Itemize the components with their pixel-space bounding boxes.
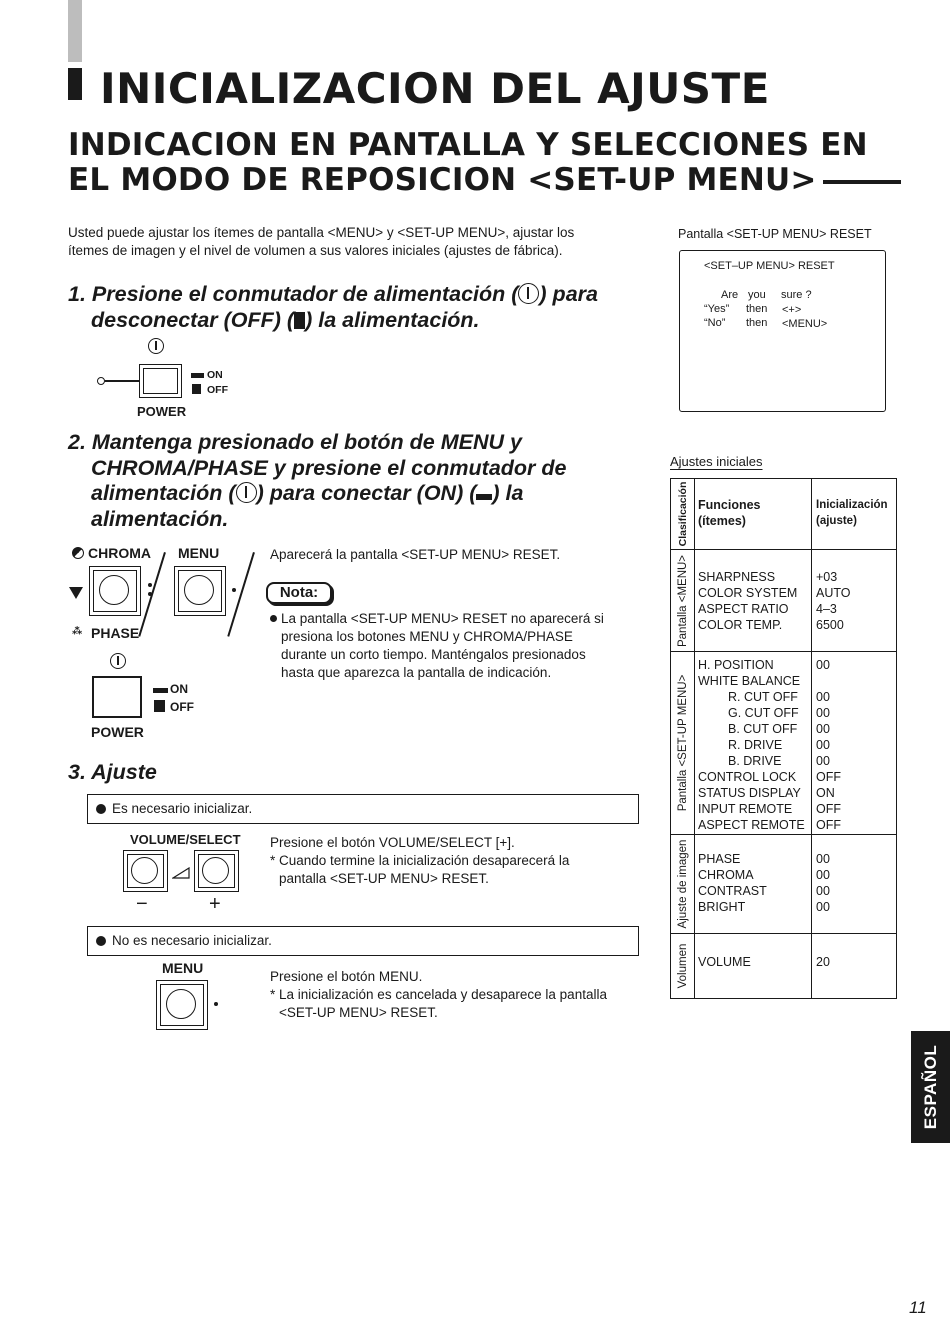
group-cls-label: Pantalla <SET-UP MENU>: [676, 674, 689, 812]
power-button[interactable]: [92, 676, 142, 718]
menu-label: MENU: [162, 960, 204, 976]
table-function-cell: STATUS DISPLAY: [698, 786, 801, 800]
instruction-line: * Cuando termine la inicialización desaparecerá la: [270, 853, 570, 868]
step-1-heading: [68, 282, 648, 333]
table-function-cell: H. POSITION: [698, 658, 774, 672]
menu-label: MENU: [178, 545, 220, 561]
intro-paragraph: [68, 224, 628, 260]
option-label: No es necesario inicializar.: [112, 933, 272, 948]
group-row: [671, 550, 897, 652]
step-1-text: desconectar (OFF) (: [91, 307, 295, 332]
instruction-line: pantalla <SET-UP MENU> RESET.: [279, 871, 489, 886]
step-1-text: 1. Presione el conmutador de alimentación (: [68, 282, 519, 306]
table-value-cell: 00: [816, 690, 830, 704]
table-function-cell: ASPECT RATIO: [698, 602, 789, 616]
table-value-cell: 00: [816, 658, 830, 672]
table-function-cell: BRIGHT: [698, 900, 746, 914]
table-value-cell: AUTO: [816, 586, 851, 600]
group-cls: [671, 550, 695, 652]
divider-slash: [227, 552, 254, 637]
option-label: Es necesario inicializar.: [112, 801, 253, 816]
indicator-dot: [232, 588, 236, 592]
step-2-heading: [68, 430, 628, 532]
step-2-text: ) la: [492, 481, 524, 505]
screen-text: you: [748, 289, 766, 301]
group-cls: [671, 652, 695, 835]
table-function-cell: COLOR TEMP.: [698, 618, 783, 632]
table-function-cell: COLOR SYSTEM: [698, 586, 798, 600]
header-val: [812, 479, 897, 550]
subtitle-rule: [823, 180, 901, 184]
menu-button[interactable]: [174, 566, 226, 616]
table-value-cell: OFF: [816, 770, 841, 784]
group-fn: [695, 934, 812, 999]
header-tab-bar: [68, 0, 82, 62]
table-value-cell: 00: [816, 738, 830, 752]
table-value-cell: 6500: [816, 618, 844, 632]
group-val: [812, 835, 897, 934]
indicator-dot: [214, 1002, 218, 1006]
instruction-line: Presione el botón MENU.: [270, 969, 423, 984]
minus-label: −: [136, 893, 148, 915]
bullet-icon: [96, 936, 106, 946]
screen-text: sure ?: [781, 289, 812, 301]
table-function-cell: B. CUT OFF: [728, 722, 798, 736]
on-position-icon: [153, 688, 168, 693]
screen-title: <SET–UP MENU> RESET: [704, 260, 835, 272]
page-number: 11: [909, 1298, 927, 1317]
volume-select-label: VOLUME/SELECT: [130, 832, 241, 847]
divider-slash: [138, 552, 165, 637]
header-val-label: (ajuste): [816, 515, 857, 527]
screen-text: Are: [721, 289, 739, 301]
group-cls-label: Ajuste de imagen: [676, 839, 689, 929]
bullet-icon: [270, 615, 277, 622]
option-box-no-initialize: [87, 926, 639, 956]
off-label: OFF: [170, 700, 194, 714]
power-symbol-icon: [148, 338, 164, 354]
off-position-icon: [154, 700, 165, 712]
nota-line: La pantalla <SET-UP MENU> RESET no aparecerá si: [281, 611, 604, 626]
group-row: [671, 652, 897, 835]
bullet-icon: [96, 804, 106, 814]
table-function-cell: G. CUT OFF: [728, 706, 799, 720]
table-value-cell: +03: [816, 570, 838, 584]
appear-text: Aparecerá la pantalla <SET-UP MENU> RESET.: [270, 547, 561, 562]
nota-line: hasta que aparezca la pantalla de indicación.: [281, 665, 552, 680]
phase-icon: ⁂: [72, 626, 83, 637]
cancel-instructions: [270, 968, 640, 1022]
power-label: POWER: [137, 404, 187, 419]
on-label: ON: [207, 369, 223, 381]
table-value-cell: 00: [816, 754, 830, 768]
language-tab-label: ESPAÑOL: [920, 1044, 940, 1130]
table-function-cell: R. CUT OFF: [728, 690, 798, 704]
section-subtitle: [68, 128, 908, 198]
chroma-phase-button[interactable]: [89, 566, 141, 616]
screen-yes: “Yes”: [704, 303, 730, 315]
initial-settings-table: [670, 478, 897, 999]
table-value-cell: 00: [816, 722, 830, 736]
power-button[interactable]: [139, 364, 182, 398]
table-value-cell: 00: [816, 868, 830, 882]
group-fn: [695, 652, 812, 835]
header-fn: [695, 479, 812, 550]
intro-line: Usted puede ajustar los ítemes de pantalla <MENU> y <SET-UP MENU>, ajustar los: [68, 225, 575, 240]
instruction-line: Presione el botón VOLUME/SELECT [+].: [270, 835, 515, 850]
instruction-line: <SET-UP MENU> RESET.: [279, 1005, 438, 1020]
on-position-icon: [191, 373, 204, 378]
phase-label: PHASE: [91, 625, 140, 641]
off-position-icon: [192, 384, 201, 394]
down-triangle-icon: [69, 587, 83, 599]
power-symbol-icon: [518, 283, 539, 304]
chroma-icon: [72, 547, 84, 559]
nota-line: presiona los botones MENU y CHROMA/PHASE: [281, 629, 573, 644]
power-symbol-icon: [110, 653, 126, 669]
step-2-text: alimentación (: [91, 481, 236, 505]
screen-caption: Pantalla <SET-UP MENU> RESET: [678, 227, 872, 241]
table-value-cell: OFF: [816, 802, 841, 816]
header-fn-label: Funciones: [698, 498, 761, 512]
step-2-text: alimentación.: [91, 506, 229, 531]
power-symbol-icon: [236, 482, 257, 503]
table-function-cell: ASPECT REMOTE: [698, 818, 805, 832]
table-function-cell: CONTROL LOCK: [698, 770, 797, 784]
table-value-cell: 00: [816, 852, 830, 866]
volume-minus-button[interactable]: [123, 850, 168, 892]
table-function-cell: SHARPNESS: [698, 570, 776, 584]
group-val: [812, 934, 897, 999]
group-cls-label: Pantalla <MENU>: [676, 554, 689, 647]
group-row: [671, 934, 897, 999]
on-position-icon: [476, 494, 492, 500]
table-value-cell: OFF: [816, 818, 841, 832]
header-val-label: Inicialización: [816, 499, 888, 511]
group-val: [812, 550, 897, 652]
menu-button[interactable]: [156, 980, 208, 1030]
option-box-initialize: [87, 794, 639, 824]
step-2-text: 2. Mantenga presionado el botón de MENU y: [68, 430, 522, 454]
volume-plus-button[interactable]: [194, 850, 239, 892]
page-title: INICIALIZACION DEL AJUSTE: [100, 64, 770, 113]
table-function-cell: R. DRIVE: [728, 738, 783, 752]
step-1-text: ) para: [539, 282, 598, 306]
group-cls: [671, 835, 695, 934]
screen-text: then: [746, 317, 768, 329]
table-value-cell: 4–3: [816, 602, 837, 616]
title-marker: [68, 68, 82, 100]
screen-text: <+>: [782, 304, 802, 316]
chroma-label: CHROMA: [88, 545, 151, 561]
nota-line: durante un corto tiempo. Manténgalos presionados: [281, 647, 586, 662]
table-function-cell: WHITE BALANCE: [698, 674, 801, 688]
subtitle-line-1: INDICACION EN PANTALLA Y SELECCIONES EN: [68, 127, 868, 163]
volume-ramp-icon: [172, 866, 190, 878]
table-caption: Ajustes iniciales: [670, 454, 763, 469]
group-cls-label: Volumen: [676, 943, 689, 989]
header-cls-label: Clasificación: [676, 481, 689, 547]
nota-tag: Nota:: [266, 582, 332, 604]
table-function-cell: PHASE: [698, 852, 741, 866]
table-value-cell: ON: [816, 786, 835, 800]
header-cls: [671, 479, 695, 550]
power-label: POWER: [91, 724, 144, 740]
table-function-cell: CONTRAST: [698, 884, 767, 898]
cord-end-icon: [97, 377, 105, 385]
group-val: [812, 652, 897, 835]
group-cls: [671, 934, 695, 999]
table-header-row: [671, 479, 897, 550]
group-fn: [695, 835, 812, 934]
initialize-instructions: [270, 834, 640, 888]
on-label: ON: [170, 682, 188, 696]
off-position-icon: [294, 312, 305, 329]
table-value-cell: 20: [816, 955, 830, 969]
subtitle-line-2: EL MODO DE REPOSICION <SET-UP MENU>: [68, 162, 817, 198]
step-3-heading: 3. Ajuste: [68, 760, 157, 784]
instruction-line: * La inicialización es cancelada y desaparece la pantalla: [270, 987, 607, 1002]
group-row: [671, 835, 897, 934]
group-fn: [695, 550, 812, 652]
table-function-cell: CHROMA: [698, 868, 754, 882]
plus-label: +: [209, 893, 221, 915]
screen-text: then: [746, 303, 768, 315]
table-value-cell: [816, 673, 896, 689]
screen-no: “No”: [704, 317, 726, 329]
header-fn-label: (ítemes): [698, 514, 746, 528]
step-2-text: CHROMA/PHASE y presione el conmutador de: [91, 455, 567, 480]
intro-line: ítemes de imagen y el nivel de volumen a sus valores iniciales (ajustes de fábrica).: [68, 243, 563, 258]
nota-text: [268, 610, 628, 682]
table-function-cell: B. DRIVE: [728, 754, 782, 768]
table-value-cell: 00: [816, 884, 830, 898]
off-label: OFF: [207, 384, 228, 396]
step-2-text: ) para conectar (ON) (: [256, 481, 477, 505]
screen-text: <MENU>: [782, 318, 828, 330]
setup-reset-screen: [679, 250, 886, 412]
table-function-cell: VOLUME: [698, 955, 751, 969]
table-value-cell: 00: [816, 706, 830, 720]
cord-line: [105, 380, 139, 382]
table-value-cell: 00: [816, 900, 830, 914]
language-tab: [911, 1031, 950, 1143]
table-function-cell: INPUT REMOTE: [698, 802, 793, 816]
step-1-text: ) la alimentación.: [305, 307, 480, 332]
indicator-dot: [148, 583, 152, 587]
